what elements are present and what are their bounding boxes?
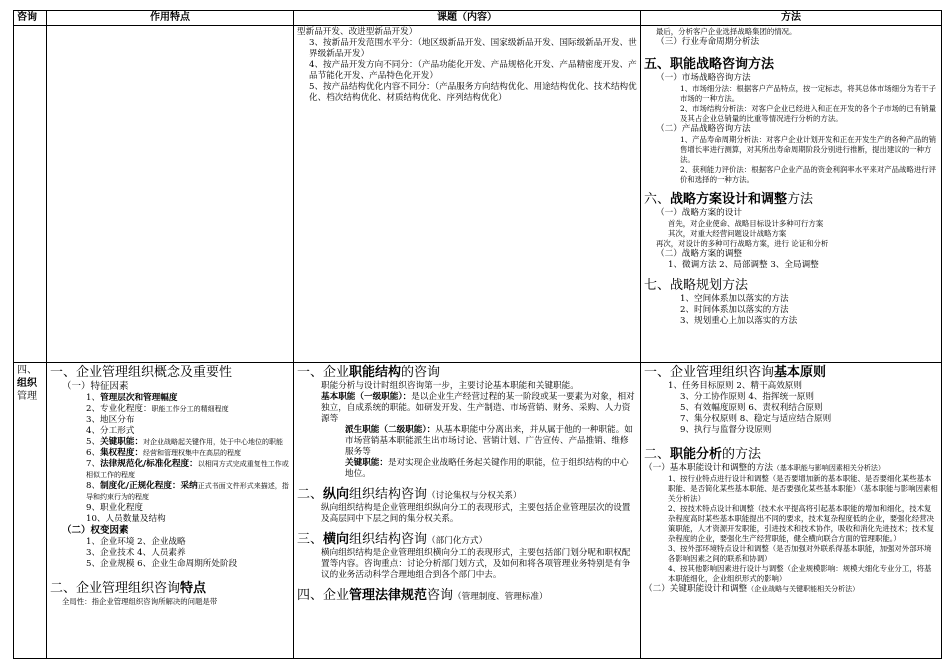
feature-line: 1、管理层次和管理幅度 [86,393,178,403]
section-heading: 一、企业职能结构的咨询 [297,365,441,380]
row1-topic-cell [294,26,641,363]
method-line: 1、产品寿命周期分析法：对客户企业计划开发和正在开发生产的各种产品的销售增长率进行测算，对其所出寿命周期阶段分别进行推断，提出建议的一种方法。 [680,135,936,164]
method-line: 最后，分析客户企业选择战略集团的情况。 [656,27,797,36]
topic-line: 基本职能（一级职能）：是以企业生产经营过程的某一阶段或某一要素为对象，相对独立，自成系统的职能。如研发开发、生产制造、市场营销、财务、采购、人力资源等 [321,392,635,424]
row-organization [14,363,942,659]
section-heading: 一、企业管理组织概念及重要性 [50,365,233,380]
row-label: 组织 [17,378,37,389]
method-line: 4、按其他影响因素进行设计与调整（企业规模影响：规模大细化专业分工，将基本职能细化，企业组织形式的影响） [668,564,932,583]
section-heading: 六、战略方案设计和调整方法 [644,192,814,207]
feature-line: 3、地区分布 [86,415,135,425]
method-line: 其次，对重大经营问题设计战略方案 [668,229,787,238]
method-line: 9、执行与监督分设原则 [680,425,772,435]
header-features: 作用特点 [47,11,294,26]
section-heading: 二、企业管理组织咨询特点 [50,581,207,596]
header-topic: 课题（内容） [294,11,641,26]
feature-line: 2、专业化程度：职能工作分工的精细程度 [86,404,229,414]
section-heading: 二、纵向组织结构咨询（讨论集权与分权关系） [297,487,522,502]
method-line: 2、时间体系加以落实的方法 [680,305,789,315]
consulting-table [13,10,942,659]
section-heading: 二、职能分析的方法 [644,447,762,462]
method-line: 2、按技术特点设计和调整（技术水平提高将引起基本职能的增加和细化，技术复杂程度高时某些基本职能提出不同的要求，技术复杂程度低的企业，要强化经营决策职能，人才资源开发职能，引进技术和技术协作，吸收和消化先进技术；技术复杂程度的企业，要强化生产经营职能，健全横向联合方面的管理职能。） [668,504,935,543]
header-consult: 咨询 [14,11,47,26]
feature-line: 7、法律规范化/标准化程度：以相同方式完成重复性工作或相似工作的程度 [86,459,289,479]
method-line: （二）战略方案的调整 [656,249,742,259]
feature-line: 8、制度化/正规化程度：采纳正式书面文件形式来描述，指导和约束行为的程度 [86,481,289,501]
method-line: （三）行业寿命周期分析法 [656,37,760,47]
feature-line: 1、企业环境 2、企业战略 [86,537,186,547]
method-line: 1、任务目标原则 2、精干高效原则 [668,381,802,391]
feature-line: 9、职业化程度 [86,503,144,513]
topic-line: 4、按产品开发方向不同分：（产品功能化开发、产品规格化开发、产品精密度开发、产品节能化开发、产品特色化开发） [309,60,637,81]
row1-feature-cell [47,26,294,363]
feature-line: 6、集权程度：经营和管理权集中在高层的程度 [86,448,242,458]
method-line: （一）战略方案的设计 [656,208,742,218]
row2-label-cell [14,363,47,659]
feature-line: 5、企业规模 6、企业生命周期所处阶段 [86,559,238,569]
method-line: 5、有效幅度原则 6、责权利结合原则 [680,403,823,413]
feature-line: 全局性：指企业管理组织咨询所解决的问题是带 [62,597,218,606]
row-strategy [14,26,942,363]
section-heading: 三、横向组织结构咨询（部门化方式） [297,532,488,547]
method-line: （一）基本职能设计和调整的方法（基本职能与影响因素相关分析法） [644,463,885,473]
method-line: 2、市场结构分析法：对客户企业已经进入和正在开发的各个子市场的已有销量及其占企业总销量的比重等情况进行分析的方法。 [680,104,936,123]
row1-label-cell [14,26,47,363]
method-line: 1、按行业特点进行设计和调整（是否要增加新的基本职能、是否要细化某些基本职能、是否简化某些基本职能、是否要强化某些基本职能）（基本职能与影响因素相关分析法） [668,474,938,503]
topic-line: 型新品开发、改进型新品开发） [297,27,418,37]
section-heading: 七、战略规划方法 [644,278,749,293]
method-line: 再次，对设计的多种可行战略方案，进行 论证和分析 [656,239,829,248]
feature-line: （二）权变因素 [62,525,129,536]
method-line: 3、规划重心上加以落实的方法 [680,316,798,326]
topic-line: 派生职能（二级职能）：从基本职能中分离出来，并从属于他的一种职能。如市场营销基本职能派生出市场讨论、营销计划、广告宣传、产品推销、维修服务等 [345,425,633,457]
row2-topic-cell [294,363,641,659]
method-line: 首先，对企业使命、战略目标设计多种可行方案 [668,219,824,228]
row2-feature-cell [47,363,294,659]
method-line: 7、集分权原则 8、稳定与适应结合原则 [680,414,832,424]
topic-line: 关键职能：是对实现企业战略任务起关键作用的职能，位于组织结构的中心地位。 [345,458,629,479]
topic-line: 3、按新品开发范围水平分：（地区级新品开发、国家级新品开发、国际级新品开发、世界级新品开发） [309,38,637,59]
row-label: 四、 [17,365,37,376]
topic-line: 职能分析与设计时组织咨询第一步，主要讨论基本职能和关键职能。 [321,381,579,391]
method-line: 1、微调方法 2、局部调整 3、全局调整 [668,260,819,270]
topic-line: 5、按产品结构优化内容不同分：（产品服务方向结构优化、用途结构优化、技术结构优化、档次结构优化、材质结构优化、序列结构优化） [309,82,637,103]
method-line: 1、空间体系加以落实的方法 [680,294,789,304]
feature-line: 3、企业技术 4、人员素养 [86,548,186,558]
section-heading: 五、职能战略咨询方法 [644,57,775,72]
method-line: 2、获利能力评价法：根据客户企业产品的资金利润率水平来对产品战略进行评价和选择的一种方法。 [680,165,936,184]
topic-line: 横向组织结构是企业管理组织横向分工的表现形式，主要包括部门划分呢和职权配置等内容。咨询重点：讨论分析部门划方式，及如何和将各项管理业务特别是有争议的业务活动科学合理地组合到各个部门中去。 [321,548,631,580]
section-heading: 四、企业管理法律规范咨询（管理制度、管理标准） [297,588,548,603]
feature-line: 10、人员数量及结构 [86,514,166,524]
method-line: 3、按外部环境特点设计和调整（是否加强对外联系得基本职能，加强对外部环境各影响因素之间的联系和协调） [668,544,932,563]
method-line: （一）市场战略咨询方法 [656,73,751,83]
feature-line: 4、分工形式 [86,426,135,436]
row1-method-cell [641,26,942,363]
feature-line: （一）特征因素 [62,381,129,392]
method-line: （二）关键职能设计和调整（企业战略与关键职能相关分析法） [644,584,860,594]
method-line: （二）产品战略咨询方法 [656,124,751,134]
method-line: 1、市场细分法：根据客户产品特点，按一定标志，将其总体市场细分为若干子市场的一种方法。 [680,84,936,103]
feature-line: 5、关键职能：对企业战略起关键作用，处于中心地位的职能 [86,437,284,447]
row-label: 管理 [17,391,37,402]
row2-method-cell [641,363,942,659]
header-row [14,11,942,26]
section-heading: 一、企业管理组织咨询基本原则 [644,365,827,380]
header-method: 方法 [641,11,942,26]
topic-line: 纵向组织结构是企业管理组织纵向分工的表现形式，主要包括企业管理层次的设置及高层同中下层之间的集分权关系。 [321,503,631,524]
method-line: 3、分工协作原则 4、指挥统一原则 [680,392,814,402]
